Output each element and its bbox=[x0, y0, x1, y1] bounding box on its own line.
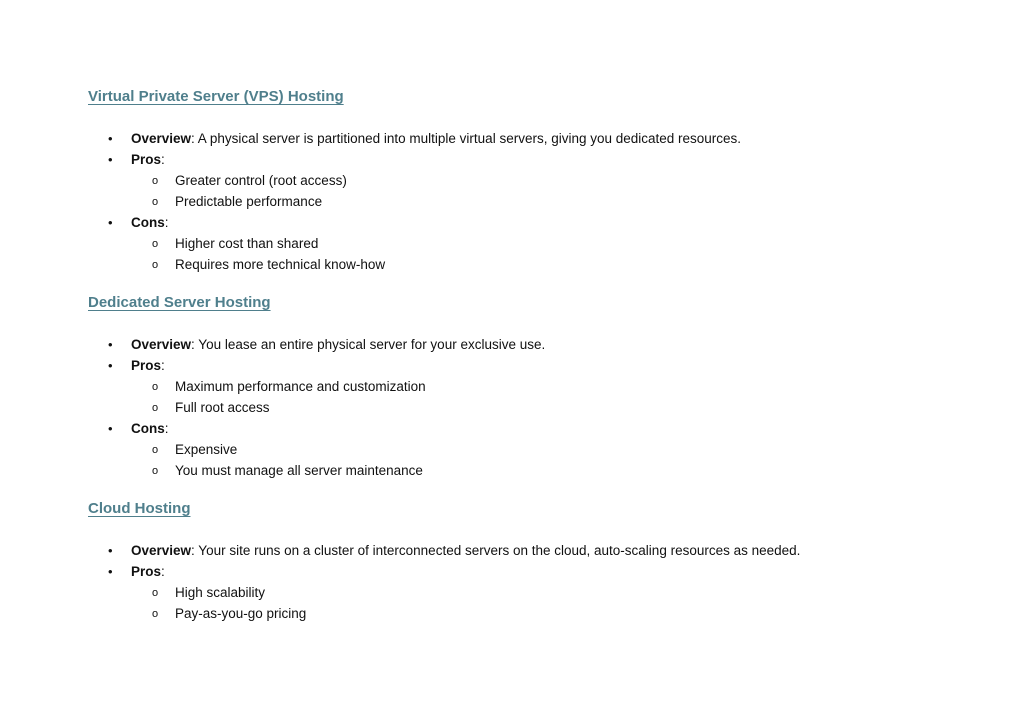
colon: : bbox=[161, 564, 165, 579]
con-item bbox=[152, 460, 423, 481]
bullet-icon: • bbox=[108, 337, 113, 352]
overview-text: : Your site runs on a cluster of interconnected servers on the cloud, auto-scaling resources as needed. bbox=[191, 543, 801, 558]
pro-item bbox=[152, 603, 306, 624]
pros-item bbox=[108, 355, 165, 376]
section-heading: Virtual Private Server (VPS) Hosting bbox=[88, 88, 344, 105]
con-text: You must manage all server maintenance bbox=[175, 463, 423, 478]
circle-bullet-icon: o bbox=[152, 444, 159, 456]
pro-text: High scalability bbox=[175, 585, 266, 600]
pros-item bbox=[108, 561, 165, 582]
con-text: Expensive bbox=[175, 442, 238, 457]
circle-bullet-icon: o bbox=[152, 402, 159, 414]
section-heading: Cloud Hosting bbox=[88, 500, 191, 517]
pros-label: Pros bbox=[131, 152, 162, 167]
cons-label: Cons bbox=[131, 215, 165, 230]
pro-text: Pay-as-you-go pricing bbox=[175, 606, 307, 621]
cons-item bbox=[108, 418, 169, 439]
bullet-icon: • bbox=[108, 564, 113, 579]
pro-text: Greater control (root access) bbox=[175, 173, 347, 188]
circle-bullet-icon: o bbox=[152, 175, 159, 187]
overview-label: Overview bbox=[131, 543, 192, 558]
circle-bullet-icon: o bbox=[152, 238, 159, 250]
pro-item bbox=[152, 582, 265, 603]
pros-label: Pros bbox=[131, 564, 162, 579]
con-item bbox=[152, 233, 318, 254]
con-text: Higher cost than shared bbox=[175, 236, 319, 251]
circle-bullet-icon: o bbox=[152, 465, 159, 477]
circle-bullet-icon: o bbox=[152, 381, 159, 393]
circle-bullet-icon: o bbox=[152, 259, 159, 271]
overview-text: : A physical server is partitioned into multiple virtual servers, giving you dedicated resources. bbox=[191, 131, 742, 146]
colon: : bbox=[164, 215, 169, 230]
bullet-icon: • bbox=[108, 421, 113, 436]
circle-bullet-icon: o bbox=[152, 587, 159, 599]
pros-item bbox=[108, 149, 165, 170]
pro-item bbox=[152, 170, 347, 191]
overview-text: : You lease an entire physical server for your exclusive use. bbox=[191, 337, 546, 352]
bullet-icon: • bbox=[108, 131, 113, 146]
section-heading: Dedicated Server Hosting bbox=[88, 294, 271, 311]
bullet-icon: • bbox=[108, 152, 113, 167]
pro-text: Predictable performance bbox=[175, 194, 323, 209]
cons-item bbox=[108, 212, 169, 233]
overview-item bbox=[108, 128, 741, 149]
bullet-icon: • bbox=[108, 543, 113, 558]
overview-label: Overview bbox=[131, 131, 192, 146]
overview-label: Overview bbox=[131, 337, 192, 352]
pro-item bbox=[152, 376, 426, 397]
con-item bbox=[152, 254, 385, 275]
overview-item bbox=[108, 334, 545, 355]
bullet-icon: • bbox=[108, 358, 113, 373]
pro-item bbox=[152, 191, 322, 212]
colon: : bbox=[161, 358, 165, 373]
cons-label: Cons bbox=[131, 421, 165, 436]
overview-item bbox=[108, 540, 800, 561]
bullet-icon: • bbox=[108, 215, 113, 230]
con-item bbox=[152, 439, 237, 460]
colon: : bbox=[161, 152, 165, 167]
circle-bullet-icon: o bbox=[152, 196, 159, 208]
colon: : bbox=[164, 421, 169, 436]
pro-text: Maximum performance and customization bbox=[175, 379, 426, 394]
pro-item bbox=[152, 397, 270, 418]
pro-text: Full root access bbox=[175, 400, 270, 415]
pros-label: Pros bbox=[131, 358, 162, 373]
circle-bullet-icon: o bbox=[152, 608, 159, 620]
con-text: Requires more technical know-how bbox=[175, 257, 386, 272]
